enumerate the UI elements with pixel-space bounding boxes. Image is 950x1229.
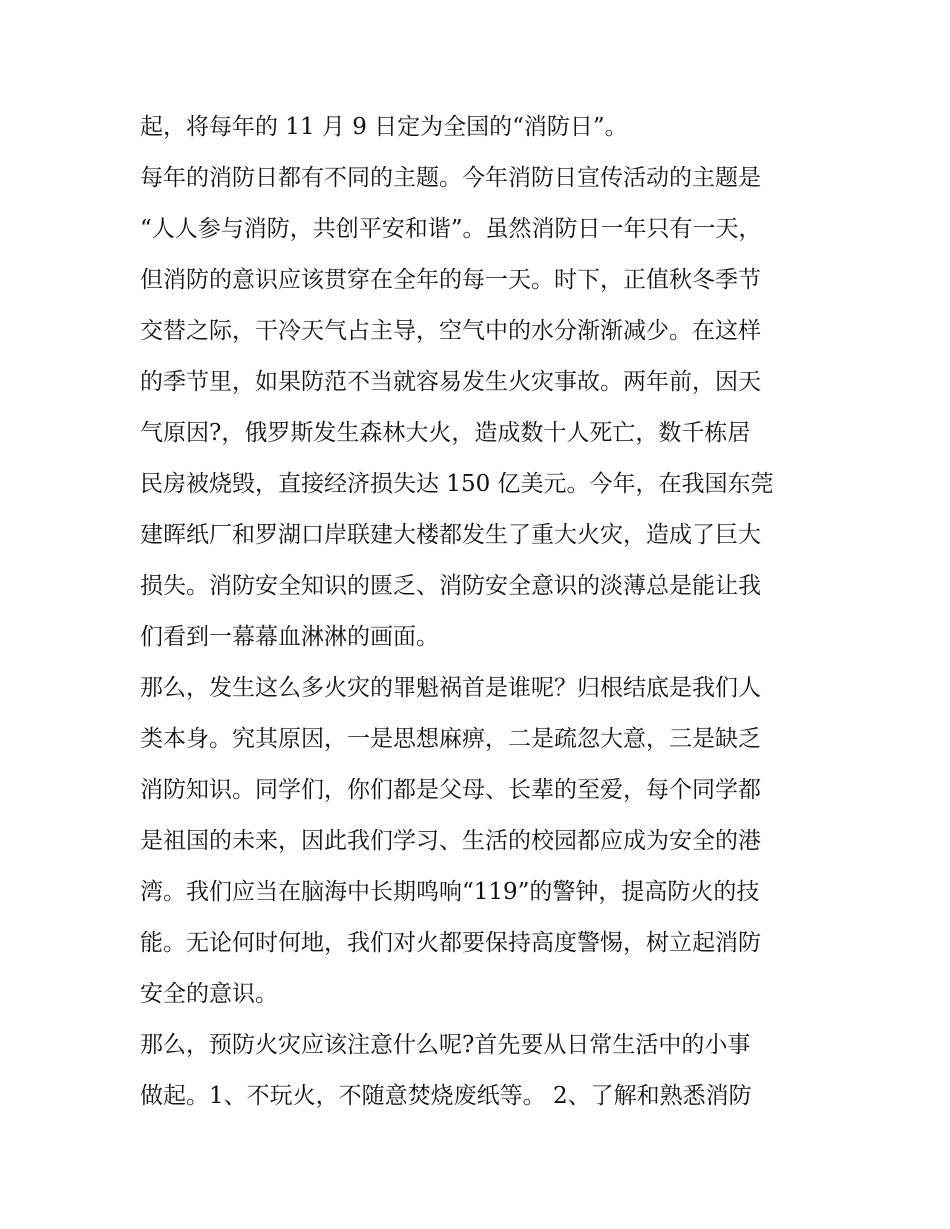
text-line: 起，将每年的 11 月 9 日定为全国的“消防日”。	[140, 114, 628, 140]
text-line: 们看到一幕幕血淋淋的画面。	[140, 624, 439, 650]
text-line: 气原因?，俄罗斯发生森林大火，造成数十人死亡，数千栋居	[140, 420, 751, 446]
text-line: 消防知识。同学们，你们都是父母、长辈的至爱，每个同学都	[140, 777, 761, 803]
text-line: 建晖纸厂和罗湖口岸联建大楼都发生了重大火灾，造成了巨大	[140, 522, 761, 548]
text-line: 安全的意识。	[140, 981, 278, 1007]
text-line: 做起。1、不玩火，不随意焚烧废纸等。 2、了解和熟悉消防	[140, 1083, 752, 1109]
text-line: 类本身。究其原因，一是思想麻痹，二是疏忽大意，三是缺乏	[140, 726, 761, 752]
text-line: 损失。消防安全知识的匮乏、消防安全意识的淡薄总是能让我	[140, 573, 761, 599]
text-line: 交替之际，干冷天气占主导，空气中的水分渐渐减少。在这样	[140, 318, 761, 344]
text-line: 能。无论何时何地，我们对火都要保持高度警惕，树立起消防	[140, 930, 761, 956]
body-text	[140, 102, 830, 1122]
text-line: 但消防的意识应该贯穿在全年的每一天。时下，正值秋冬季节	[140, 267, 761, 293]
text-line: 每年的消防日都有不同的主题。今年消防日宣传活动的主题是	[140, 165, 761, 191]
text-line: 湾。我们应当在脑海中长期鸣响“119”的警钟，提高防火的技	[140, 879, 760, 905]
text-line: 民房被烧毁，直接经济损失达 150 亿美元。今年，在我国东莞	[140, 471, 774, 497]
text-line: 是祖国的未来，因此我们学习、生活的校园都应成为安全的港	[140, 828, 761, 854]
text-line: “人人参与消防，共创平安和谐”。虽然消防日一年只有一天，	[140, 216, 762, 242]
text-line: 那么，预防火灾应该注意什么呢?首先要从日常生活中的小事	[140, 1032, 751, 1058]
text-line: 那么，发生这么多火灾的罪魁祸首是谁呢？归根结底是我们人	[140, 675, 761, 701]
text-line: 的季节里，如果防范不当就容易发生火灾事故。两年前，因天	[140, 369, 761, 395]
